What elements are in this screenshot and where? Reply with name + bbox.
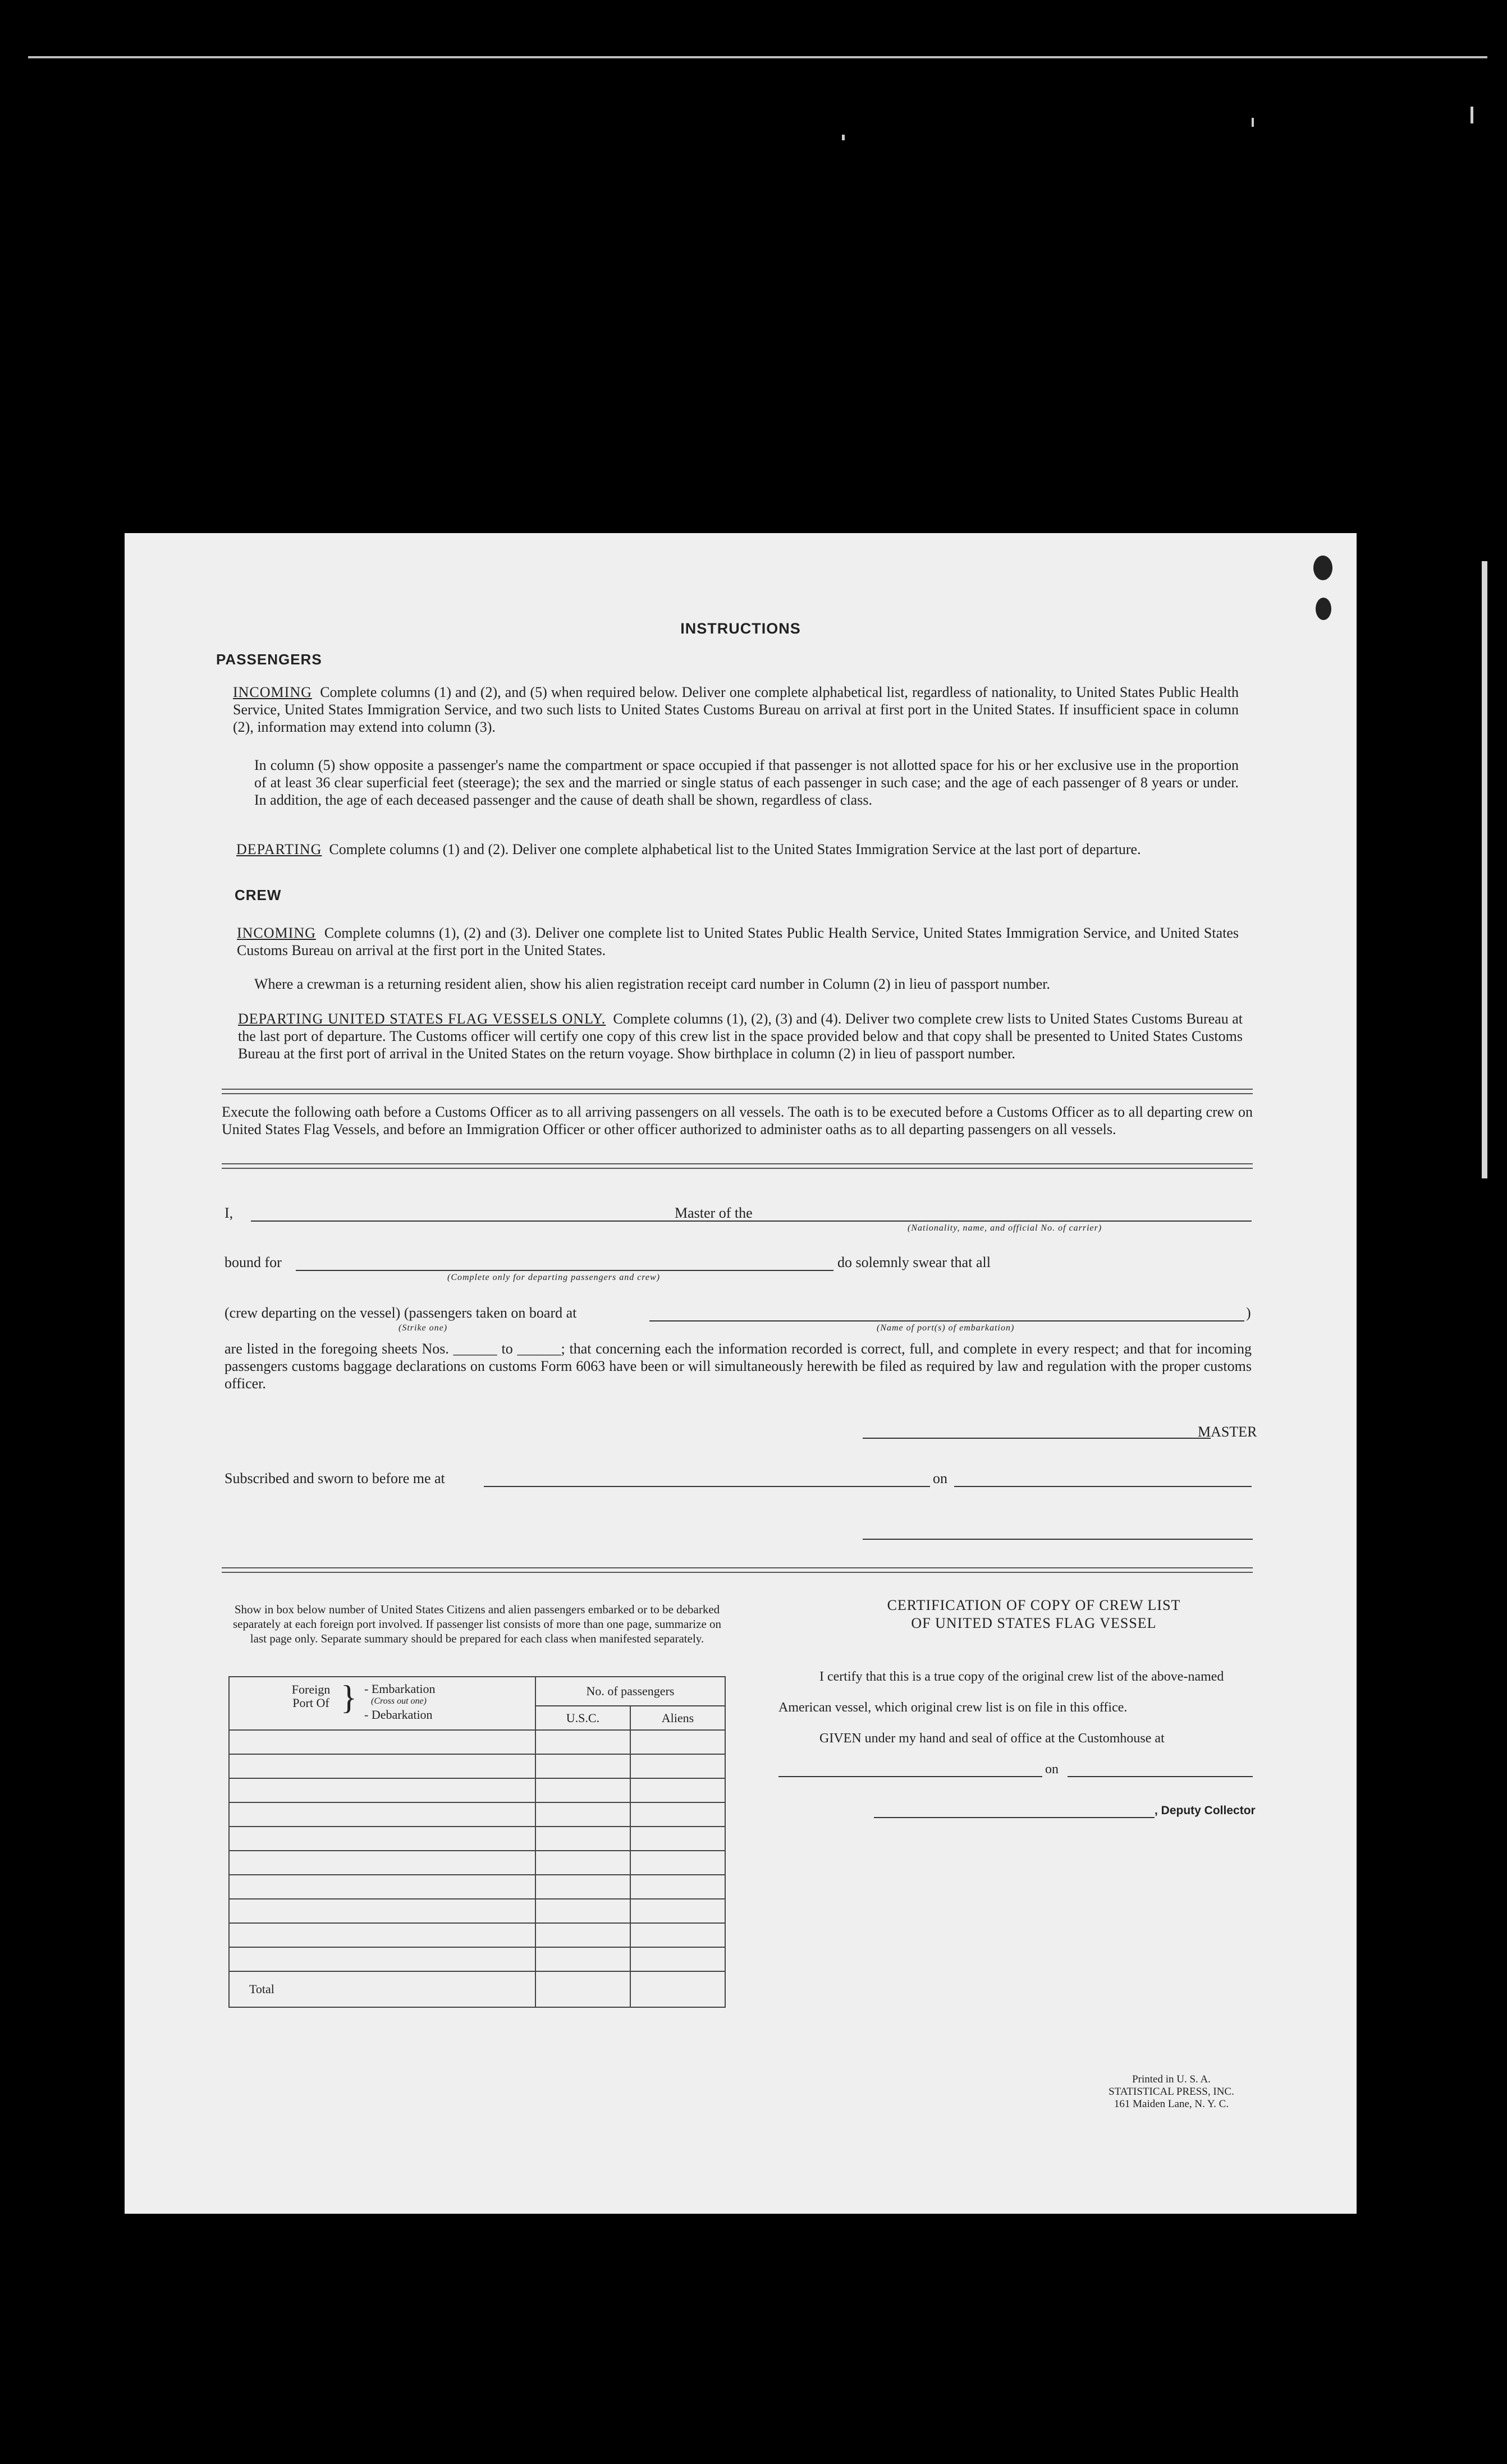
aliens-cell[interactable] <box>630 1754 725 1778</box>
bound-for-field[interactable] <box>296 1270 833 1271</box>
certification-title-line1: CERTIFICATION OF COPY OF CREW LIST <box>887 1597 1181 1613</box>
certification-title-line2: OF UNITED STATES FLAG VESSEL <box>911 1615 1157 1631</box>
carrier-field[interactable] <box>770 1220 1252 1222</box>
usc-cell[interactable] <box>535 1875 630 1899</box>
debarkation-label: - Debarkation <box>364 1708 433 1722</box>
table-header-row <box>229 1677 725 1706</box>
usc-cell[interactable] <box>535 1778 630 1802</box>
deputy-collector-label: , Deputy Collector <box>1155 1804 1256 1817</box>
usc-total-cell[interactable] <box>535 1971 630 2007</box>
passengers-departing-text: Complete columns (1) and (2). Deliver one complete alphabetical list to the United States Immigration Service at the last port of departure. <box>329 841 1141 857</box>
deputy-signature-field[interactable] <box>874 1817 1155 1818</box>
cross-out-caption: (Cross out one) <box>371 1696 427 1706</box>
usc-cell[interactable] <box>535 1802 630 1827</box>
embarkation-port-field[interactable] <box>649 1320 1244 1322</box>
port-cell[interactable] <box>229 1778 535 1802</box>
master-signature-field[interactable] <box>863 1438 1211 1439</box>
crew-incoming-text: Complete columns (1), (2) and (3). Deliver one complete list to United States Public Health Service, United States Immigration Service, and United States Customs Bureau on arrival at the first port in the United States. <box>237 925 1239 958</box>
table-row <box>229 1875 725 1899</box>
passengers-departing-paragraph <box>236 841 1239 858</box>
listed-paragraph: are listed in the foregoing sheets Nos. ______ to ______; that concerning each the information recorded is correct, full, and complete in every respect; and that for incoming passengers customs baggage declarations on customs Form 6063 have been or will simultaneously herewith be filed as required by law and regulation with the proper customs officer. <box>225 1341 1252 1392</box>
usc-cell[interactable] <box>535 1923 630 1947</box>
aliens-cell[interactable] <box>630 1802 725 1827</box>
total-row <box>229 1971 725 2007</box>
total-label: Total <box>229 1971 535 2007</box>
certification-on-label: on <box>1045 1762 1059 1777</box>
passengers-incoming-text: Complete columns (1) and (2), and (5) when required below. Deliver one complete alphabetical list, regardless of nationality, to United States Public Health Service, United States Immigration Service, and two such lists to United States Customs Bureau on arrival at first port in the United States. If insufficient space in column (2), information may extend into column (3). <box>233 684 1239 735</box>
printer-line1: Printed in U. S. A. <box>1132 2073 1211 2085</box>
section-divider <box>222 1163 1253 1169</box>
crew-departing-paragraph <box>238 1010 1243 1062</box>
crew-returning-paragraph: Where a crewman is a returning resident alien, show his alien registration receipt card number in Column (2) in lieu of passport number. <box>254 976 1051 992</box>
port-cell[interactable] <box>229 1730 535 1754</box>
aliens-header: Aliens <box>630 1706 725 1730</box>
passengers-incoming-paragraph <box>233 683 1239 736</box>
crew-departing-label: (crew departing on the vessel) (passengers taken on board at <box>225 1305 577 1321</box>
usc-cell[interactable] <box>535 1754 630 1778</box>
swear-label: do solemnly swear that all <box>837 1254 991 1270</box>
no-of-passengers-header: No. of passengers <box>535 1677 725 1706</box>
table-row <box>229 1827 725 1851</box>
port-cell[interactable] <box>229 1851 535 1875</box>
aliens-cell[interactable] <box>630 1899 725 1923</box>
table-row <box>229 1923 725 1947</box>
table-row <box>229 1851 725 1875</box>
ink-blot <box>1316 598 1331 620</box>
table-row <box>229 1730 725 1754</box>
film-speck <box>842 135 845 140</box>
table-row <box>229 1899 725 1923</box>
embarkation-label: - Embarkation <box>364 1682 436 1696</box>
embarkation-note: Show in box below number of United States Citizens and alien passengers embarked or to be debarked separately at each foreign port involved. If passenger list consists of more than one page, summarize on last page only. Separate summary should be prepared for each class when manifested separately. <box>232 1603 722 1645</box>
film-speck <box>1471 107 1473 123</box>
foreign-port-label: Foreign Port Of <box>291 1682 331 1710</box>
sworn-date-field[interactable] <box>954 1486 1252 1487</box>
table-row <box>229 1754 725 1778</box>
table-row <box>229 1778 725 1802</box>
passenger-summary-table <box>228 1676 726 2008</box>
bound-for-caption: (Complete only for departing passengers and crew) <box>447 1273 661 1282</box>
passengers-column5-paragraph: In column (5) show opposite a passenger's name the compartment or space occupied if that passenger is not allotted space for his or her exclusive use in the proportion of at least 36 clear superficial feet (steerage); the sex and the married or single status of each passenger in such case; and the age of each passenger of 8 years or under. In addition, the age of each deceased passenger and the cause of death shall be shown, regardless of class. <box>254 757 1239 808</box>
film-edge-line <box>28 56 1487 58</box>
port-cell[interactable] <box>229 1802 535 1827</box>
oath-i-label: I, <box>225 1205 233 1221</box>
crew-incoming-paragraph <box>237 924 1239 959</box>
ink-blot <box>1313 556 1332 580</box>
crew-departing-text: Complete columns (1), (2), (3) and (4). Deliver two complete crew lists to United States Customs Bureau at the last port of departure. The Customs officer will certify one copy of this crew list in the space provided below and that copy shall be presented to United States Customs Bureau at the first port of arrival in the United States on the return voyage. Show birthplace in column (2) in lieu of passport number. <box>238 1011 1243 1062</box>
instructions-title: INSTRUCTIONS <box>680 620 801 637</box>
strike-caption: (Strike one) <box>398 1323 448 1333</box>
table-row <box>229 1947 725 1971</box>
aliens-total-cell[interactable] <box>630 1971 725 2007</box>
crew-incoming-lead: INCOMING <box>237 925 316 941</box>
section-divider <box>222 1089 1253 1094</box>
sworn-place-field[interactable] <box>484 1486 930 1487</box>
port-cell[interactable] <box>229 1875 535 1899</box>
certification-line3: GIVEN under my hand and seal of office at the Customhouse at <box>819 1731 1165 1746</box>
officer-signature-field[interactable] <box>863 1539 1253 1540</box>
port-cell[interactable] <box>229 1923 535 1947</box>
crew-label: CREW <box>235 887 282 903</box>
port-cell[interactable] <box>229 1754 535 1778</box>
film-edge-strip <box>1482 561 1487 1178</box>
section-divider <box>222 1567 1253 1573</box>
aliens-cell[interactable] <box>630 1875 725 1899</box>
port-cell[interactable] <box>229 1947 535 1971</box>
aliens-cell[interactable] <box>630 1827 725 1851</box>
oath-intro-paragraph: Execute the following oath before a Customs Officer as to all arriving passengers on all vessels. The oath is to be executed before a Customs Officer as to all departing crew on United States Flag Vessels, and before an Immigration Officer or other officer authorized to administer oaths as to all departing passengers on all vessels. <box>222 1104 1253 1137</box>
usc-cell[interactable] <box>535 1947 630 1971</box>
customhouse-field[interactable] <box>778 1776 1042 1777</box>
usc-cell[interactable] <box>535 1899 630 1923</box>
aliens-cell[interactable] <box>630 1923 725 1947</box>
aliens-cell[interactable] <box>630 1730 725 1754</box>
bound-for-label: bound for <box>225 1254 282 1270</box>
master-label: MASTER <box>1198 1424 1257 1440</box>
usc-cell[interactable] <box>535 1851 630 1875</box>
master-of-label: Master of the <box>675 1205 753 1221</box>
port-caption: (Name of port(s) of embarkation) <box>877 1323 1015 1333</box>
brace-icon: } <box>341 1679 357 1716</box>
passengers-label: PASSENGERS <box>216 651 322 668</box>
certification-title <box>815 1596 1253 1632</box>
document-page <box>125 533 1357 2214</box>
foreign-port-header <box>229 1677 535 1730</box>
aliens-cell[interactable] <box>630 1851 725 1875</box>
passengers-incoming-lead: INCOMING <box>233 684 312 700</box>
passengers-departing-lead: DEPARTING <box>236 841 322 857</box>
usc-cell[interactable] <box>535 1730 630 1754</box>
crew-departing-lead: DEPARTING UNITED STATES FLAG VESSELS ONLY. <box>238 1011 606 1027</box>
usc-header: U.S.C. <box>535 1706 630 1730</box>
aliens-cell[interactable] <box>630 1947 725 1971</box>
usc-cell[interactable] <box>535 1827 630 1851</box>
nationality-caption: (Nationality, name, and official No. of carrier) <box>908 1223 1102 1233</box>
table-row <box>229 1802 725 1827</box>
close-paren: ) <box>1246 1305 1251 1321</box>
certification-line2: American vessel, which original crew list is on file in this office. <box>778 1700 1128 1715</box>
certification-date-field[interactable] <box>1068 1776 1253 1777</box>
sworn-on-label: on <box>933 1470 947 1486</box>
printer-imprint <box>1079 2073 1264 2110</box>
port-cell[interactable] <box>229 1899 535 1923</box>
certification-line1: I certify that this is a true copy of the original crew list of the above-named <box>819 1669 1224 1684</box>
aliens-cell[interactable] <box>630 1778 725 1802</box>
port-cell[interactable] <box>229 1827 535 1851</box>
printer-line2: STATISTICAL PRESS, INC. <box>1109 2086 1234 2098</box>
printer-line3: 161 Maiden Lane, N. Y. C. <box>1114 2098 1229 2110</box>
subscribed-label: Subscribed and sworn to before me at <box>225 1470 445 1486</box>
film-speck <box>1252 118 1254 127</box>
